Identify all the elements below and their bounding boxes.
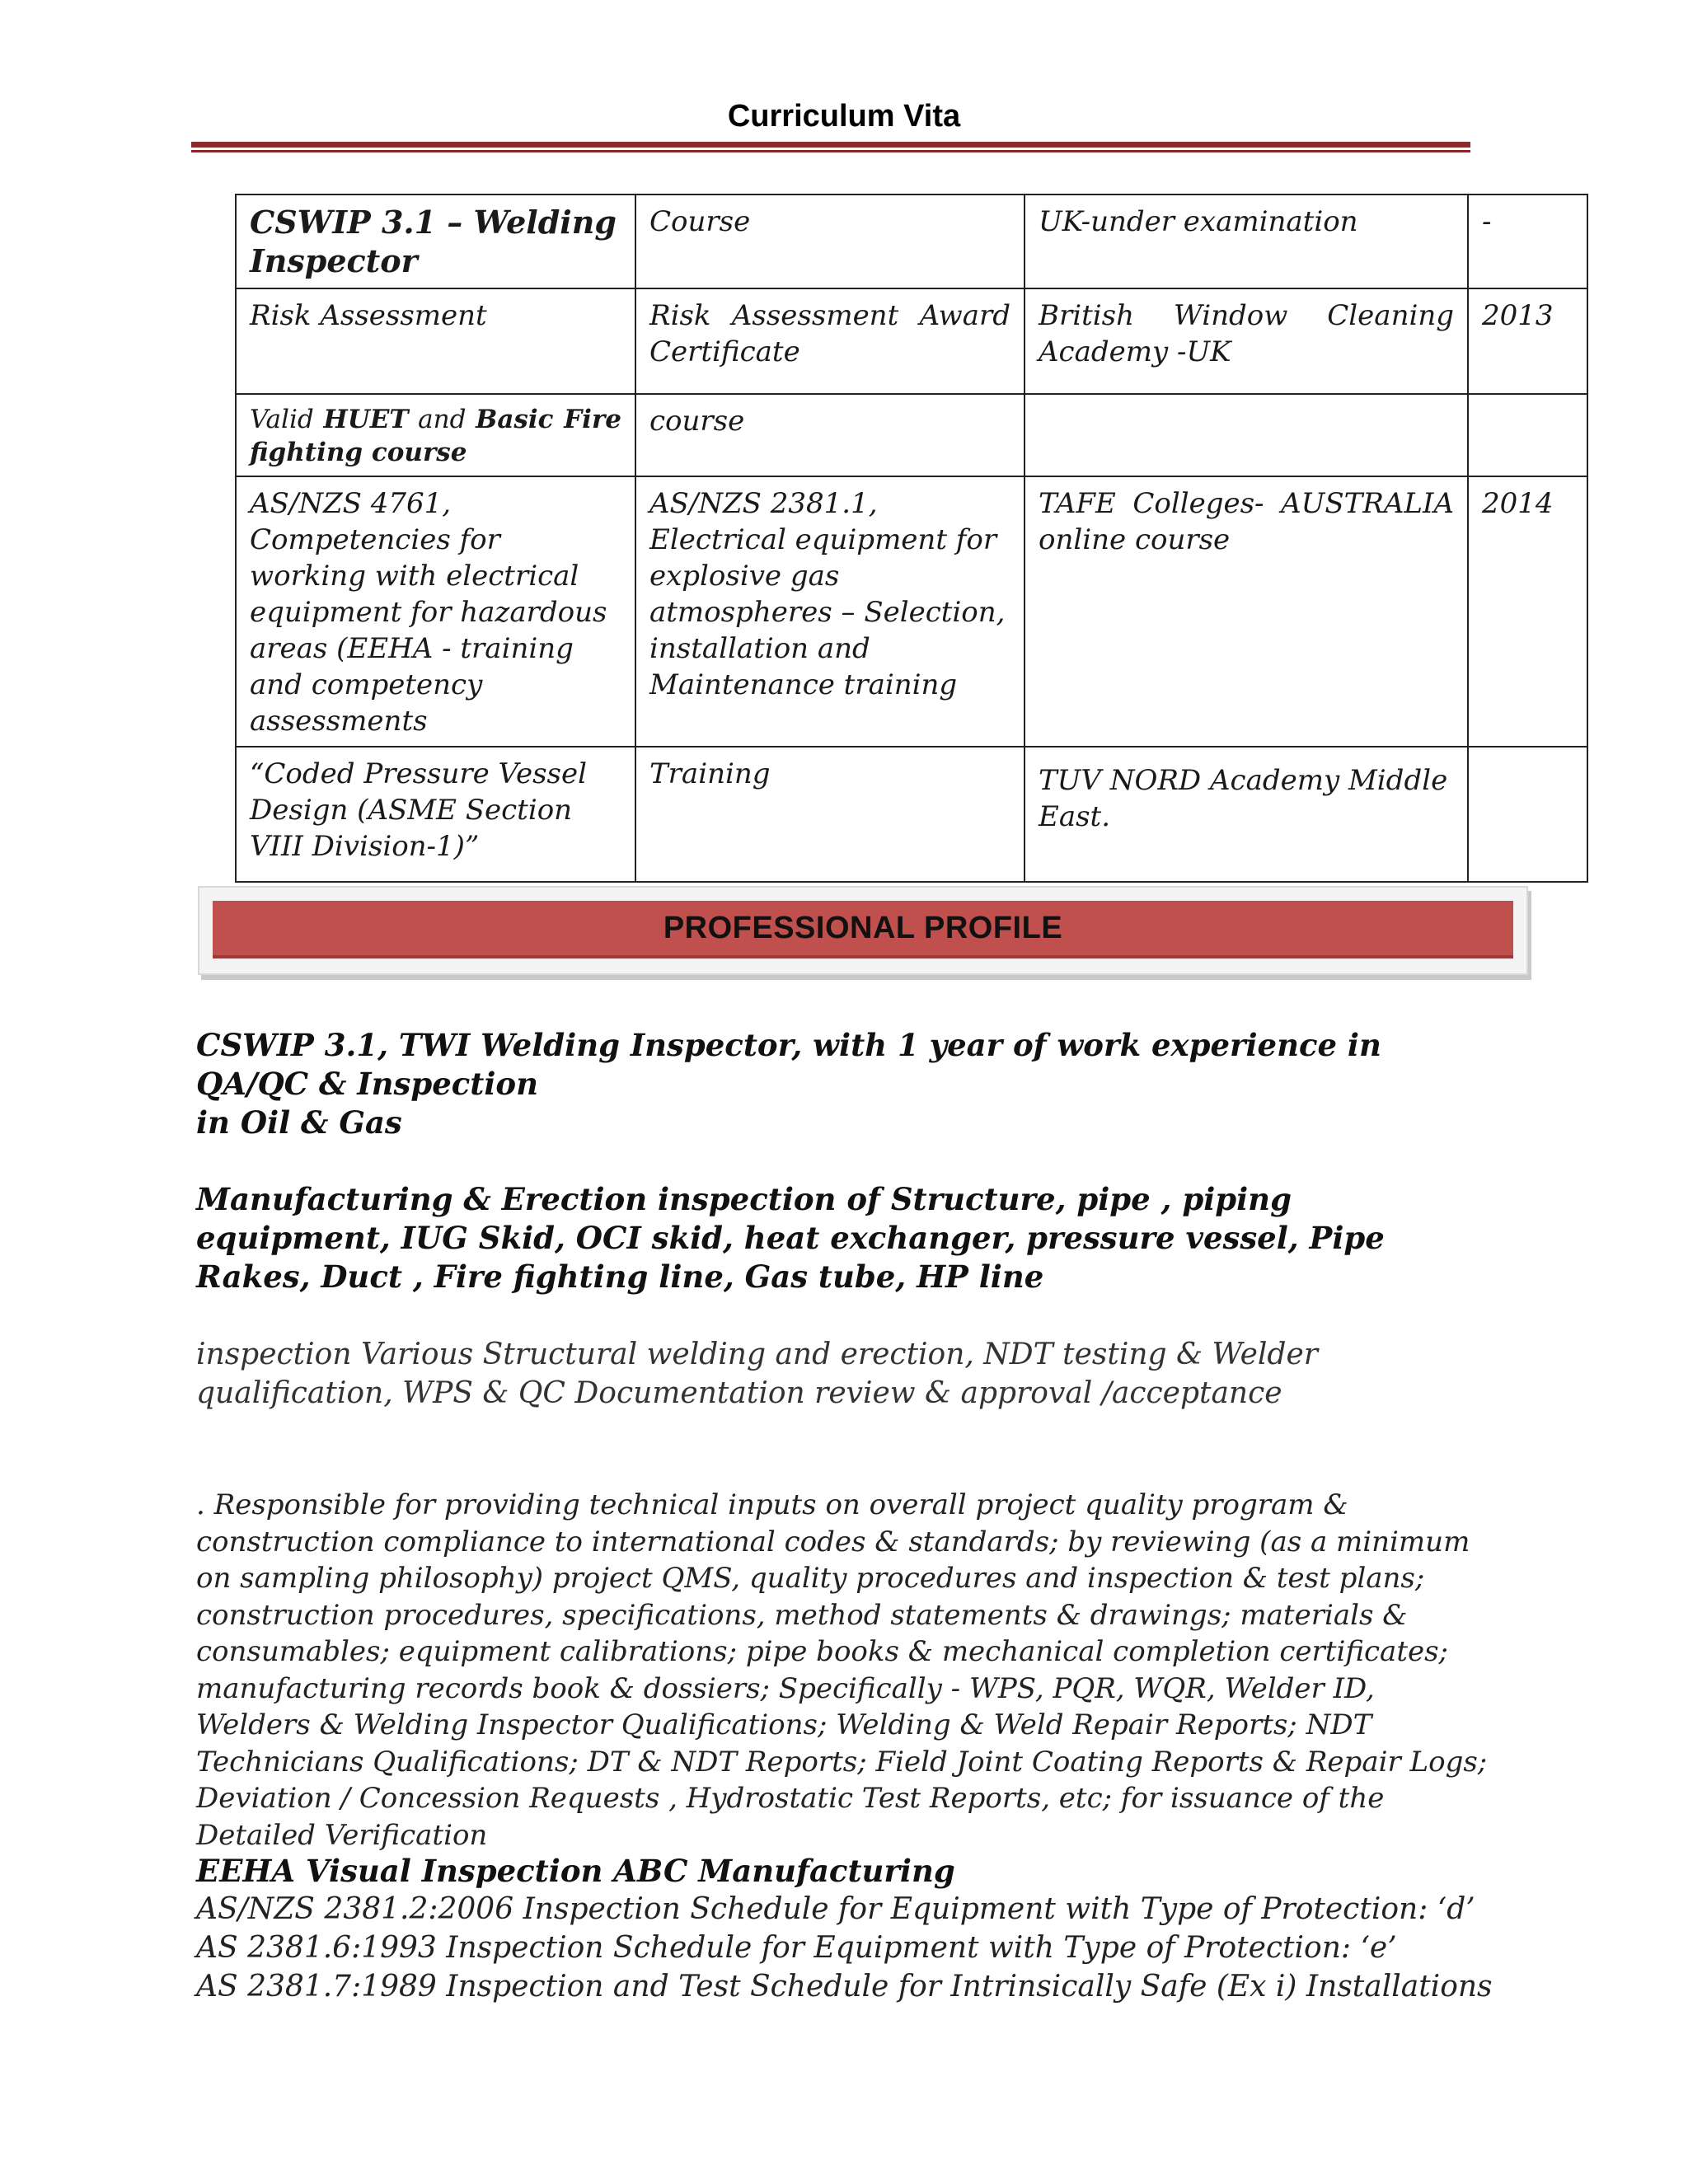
institution-cell: TUV NORD Academy Middle East. [1025,747,1468,882]
year-cell [1468,747,1587,882]
qualification-title: CSWIP 3.1 – Welding Inspector [250,204,617,279]
qualification-cell [236,194,635,288]
year-cell [1468,394,1587,476]
institution-cell: British Window Cleaning Academy -UK [1025,288,1468,394]
profile-responsibilities [196,1487,1492,1854]
type-cell: Risk Assessment Award Certificate [635,288,1025,394]
qualification-text: Valid [250,405,324,434]
institution-cell: TAFE Colleges- AUSTRALIA online course [1025,476,1468,747]
table-row [236,394,1587,476]
qualifications-table [235,194,1588,883]
table-row [236,747,1587,882]
table-row [236,476,1587,747]
institution-cell [1025,394,1468,476]
scope-text: Manufacturing & Erection inspection of Structure, pipe , piping equipment, IUG Skid, OCI skid, heat exchanger, pressure vessel, Pipe Rakes, Duct , Fire fighting line, Gas tube, HP line [196,1181,1385,1295]
qualification-highlight: Basic Fire fighting course [250,405,621,467]
type-cell: Course [635,194,1025,288]
table-row [236,194,1587,288]
type-cell: Training [635,747,1025,882]
institution-cell: UK-under examination [1025,194,1468,288]
qualification-cell: AS/NZS 4761, Competencies for working with electrical equipment for hazardous areas (EEHA - training and competency assessments [236,476,635,747]
profile-summary [196,1026,1490,1142]
inspection-text: inspection Various Structural welding and erection, NDT testing & Welder qualification, WPS & QC Documentation review & approval /acceptance [196,1338,1318,1410]
eeha-section [196,1852,1531,2006]
year-cell: 2014 [1468,476,1587,747]
document-title: Curriculum Vita [727,99,961,134]
summary-text: CSWIP 3.1, TWI Welding Inspector, with 1 year of work experience in QA/QC & Inspection [196,1027,1381,1102]
year-cell: 2013 [1468,288,1587,394]
type-cell: course [635,394,1025,476]
section-banner [198,886,1528,975]
profile-scope [196,1180,1490,1296]
table-row [236,288,1587,394]
profile-inspection [196,1335,1482,1413]
year-cell: - [1468,194,1587,288]
qualification-cell: Risk Assessment [236,288,635,394]
responsibilities-text: . Responsible for providing technical inputs on overall project quality program & construction compliance to international codes & standards; by reviewing (as a minimum on sampling philosophy) project QMS, quality procedures and inspection & test plans; construction procedures, specifications, method statements & drawings; materials & consumables; equipment calibrations; pipe books & mechanical completion certificates; manufacturing records book & dossiers; Specifically - WPS, PQR, WQR, Welder ID, Welders & Welding Inspector Qualifications; Welding & Weld Repair Reports; NDT Technicians Qualifications; DT & NDT Reports; Field Joint Coating Reports & Repair Logs; Deviation / Concession Requests , Hydrostatic Test Reports, etc; for issuance of the Detailed Verification [196,1488,1488,1852]
qualification-cell: “Coded Pressure Vessel Design (ASME Section VIII Division-1)” [236,747,635,882]
eeha-standard-line: AS 2381.7:1989 Inspection and Test Schedule for Intrinsically Safe (Ex i) Installations [196,1970,1493,2004]
type-cell: AS/NZS 2381.1, Electrical equipment for explosive gas atmospheres – Selection, installation and Maintenance training [635,476,1025,747]
eeha-standard-line: AS 2381.6:1993 Inspection Schedule for Equipment with Type of Protection: ‘e’ [196,1931,1397,1965]
qualification-cell [236,394,635,476]
eeha-standard-line: AS/NZS 2381.2:2006 Inspection Schedule for Equipment with Type of Protection: ‘d’ [196,1892,1475,1926]
eeha-title: EEHA Visual Inspection ABC Manufacturing [196,1853,955,1889]
summary-text-cont: in Oil & Gas [196,1104,402,1141]
qualification-text: and [408,405,476,434]
qualification-highlight: HUET [323,405,409,434]
section-heading: PROFESSIONAL PROFILE [213,901,1513,958]
header-divider [191,142,1470,152]
